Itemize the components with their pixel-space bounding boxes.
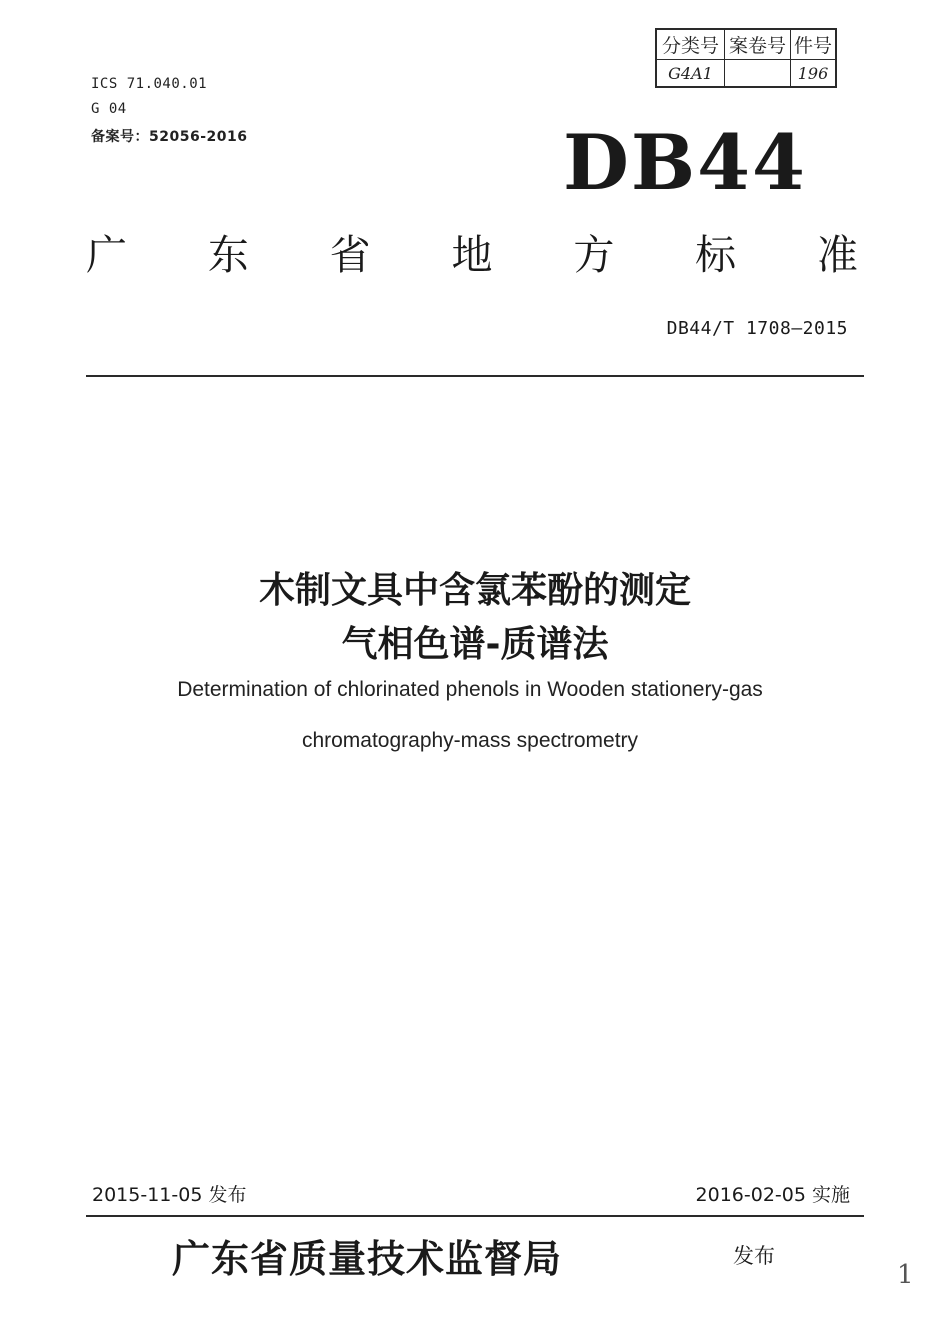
stamp-value-category: G4A1 <box>657 60 725 86</box>
archive-stamp-table <box>655 28 837 88</box>
filing-number: 备案号：52056-2016 <box>91 129 248 145</box>
issued-label: 发布 <box>733 1244 775 1268</box>
stamp-header-file: 案卷号 <box>725 30 791 60</box>
ics-code: ICS 71.040.01 <box>91 76 208 92</box>
standard-type-char: 方 <box>573 231 615 279</box>
implement-date: 2016-02-05 实施 <box>695 1184 850 1206</box>
standard-code-mark: DB44 <box>563 118 807 207</box>
title-cn-line2: 气相色谱-质谱法 <box>341 624 609 665</box>
standard-type-char: 省 <box>329 231 371 279</box>
standard-number: DB44/T 1708—2015 <box>666 318 848 339</box>
standard-type-title <box>86 222 858 281</box>
stamp-value-file <box>725 60 791 86</box>
footer-divider <box>86 1215 864 1217</box>
standard-type-char: 准 <box>816 231 858 279</box>
standard-type-char: 标 <box>695 231 737 279</box>
stamp-header-item: 件号 <box>791 30 835 60</box>
title-cn-line1: 木制文具中含氯苯酚的测定 <box>258 570 691 611</box>
stamp-value-item: 196 <box>797 63 829 83</box>
standard-type-char: 东 <box>207 231 249 279</box>
standard-type-char: 广 <box>86 231 127 279</box>
stamp-header-category: 分类号 <box>657 30 725 60</box>
standard-type-char: 地 <box>451 231 493 279</box>
title-en-line1: Determination of chlorinated phenols in Wooden stationery-gas <box>177 678 763 701</box>
header-divider <box>86 375 864 377</box>
ccs-code: G 04 <box>91 101 127 117</box>
issuing-authority: 广东省质量技术监督局 <box>172 1236 563 1281</box>
publish-date: 2015-11-05 发布 <box>92 1184 247 1206</box>
page-number: 1 <box>897 1260 914 1290</box>
title-en-line2: chromatography-mass spectrometry <box>301 729 639 752</box>
